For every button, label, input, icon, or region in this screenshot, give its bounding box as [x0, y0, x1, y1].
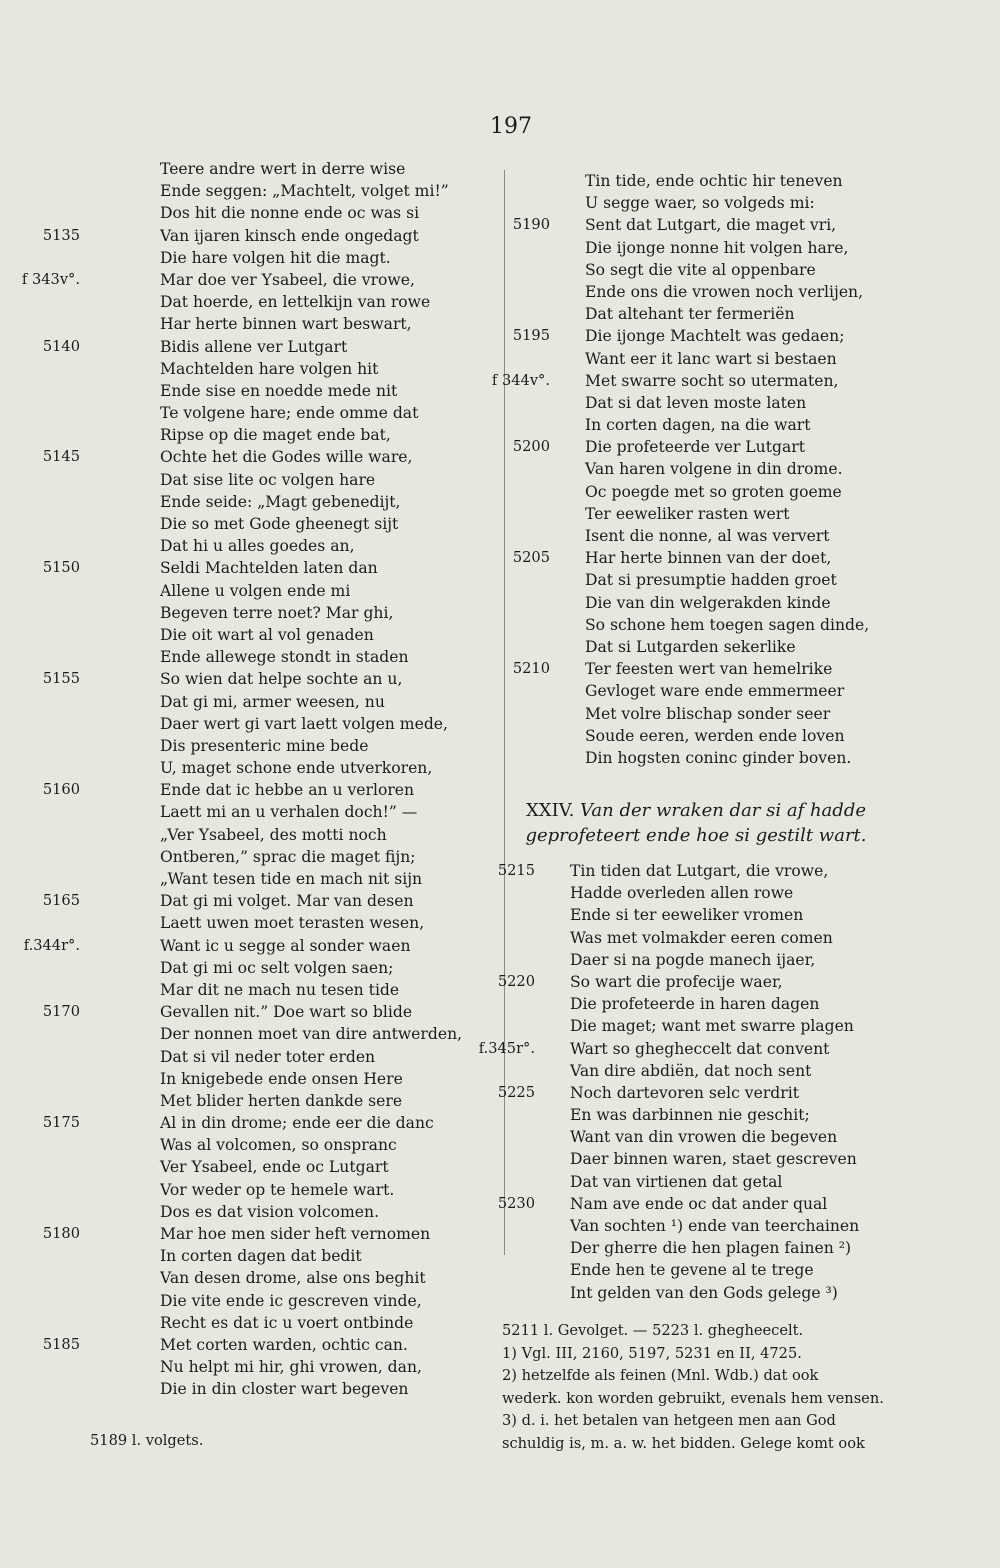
verse-text: Gevallen nit.” Doe wart so blide — [160, 1003, 413, 1022]
verse-text: Laett mi an u verhalen doch!” — — [160, 803, 418, 822]
verse-text: Tin tiden dat Lutgart, die vrowe, — [570, 862, 829, 880]
verse-text: Al in din drome; ende eer die danc — [160, 1114, 434, 1133]
line-number: 5225 — [497, 1083, 535, 1101]
line-number: 5205 — [512, 549, 550, 567]
verse-text: Ver Ysabeel, ende oc Lutgart — [160, 1158, 389, 1177]
verse-text: Was met volmakder eeren comen — [570, 928, 833, 947]
verse-text: Van ijaren kinsch ende ongedagt — [160, 226, 419, 245]
line-number: 5215 — [497, 862, 535, 879]
line-number: 5150 — [42, 559, 80, 577]
line-number: 5160 — [42, 781, 80, 799]
verse-text: Was al volcomen, so onspranc — [160, 1136, 397, 1155]
line-number: f.345r°. — [478, 1039, 535, 1057]
line-number: 5230 — [497, 1194, 535, 1212]
verse-text: Ende allewege stondt in staden — [160, 648, 409, 667]
verse-text: Die van din welgerakden kinde — [585, 593, 831, 612]
verse-text: Dos es dat vision volcomen. — [160, 1202, 380, 1221]
footnote-line: schuldig is, m. a. w. het bidden. Gelege komt ook — [502, 1434, 865, 1452]
verse-text: Machtelden hare volgen hit — [160, 359, 379, 378]
footnote-line: wederk. kon worden gebruikt, evenals hem vensen. — [502, 1389, 884, 1407]
verse-text: Allene u volgen ende mi — [160, 581, 351, 600]
verse-text: Bidis allene ver Lutgart — [160, 337, 348, 356]
verse-text: Te volgene hare; ende omme dat — [160, 404, 419, 423]
verse-text: Soude eeren, werden ende loven — [585, 726, 845, 745]
section-heading — [521, 798, 871, 848]
verse-text: Van haren volgene in din drome. — [585, 460, 843, 479]
footnotes — [502, 1320, 884, 1455]
verse-text: Van desen drome, alse ons beghit — [160, 1269, 426, 1288]
verse-text: Der gherre die hen plagen fainen ²) — [570, 1239, 852, 1258]
verse-text: Teere andre wert in derre wise — [160, 160, 406, 178]
verse-text: Ende si ter eeweliker vromen — [570, 906, 804, 925]
verse-text: So wart die profecije waer, — [570, 972, 783, 991]
verse-text: Sent dat Lutgart, die maget vri, — [585, 216, 837, 235]
verse-text: Dat hoerde, en lettelkijn van rowe — [160, 293, 431, 312]
verse-text: Dat gi mi, armer weesen, nu — [160, 692, 385, 711]
footnote-line: 1) Vgl. III, 2160, 5197, 5231 en II, 4725. — [502, 1344, 802, 1362]
verse-text: Har herte binnen van der doet, — [585, 549, 832, 568]
verse-text: Gevloget ware ende emmermeer — [585, 682, 845, 701]
line-number: 5140 — [42, 337, 80, 355]
verse-text: Ende seide: „Magt gebenedijt, — [160, 492, 401, 511]
verse-text: Die hare volgen hit die magt. — [160, 248, 391, 267]
verse-text: Dat van virtienen dat getal — [570, 1172, 783, 1191]
line-number: 5195 — [512, 327, 550, 345]
footnote-line: 2) hetzelfde als feinen (Mnl. Wdb.) dat ook — [502, 1367, 819, 1384]
verse-text: „Ver Ysabeel, des motti noch — [160, 825, 387, 844]
verse-text: Mar doe ver Ysabeel, die vrowe, — [160, 270, 415, 289]
footnote-line: 5211 l. Gevolget. — 5223 l. ghegheecelt. — [502, 1322, 804, 1339]
verse-text: Vor weder op te hemele wart. — [160, 1180, 395, 1199]
verse-text: En was darbinnen nie geschit; — [570, 1106, 810, 1125]
verse-text: Ter feesten wert van hemelrike — [585, 660, 833, 679]
verse-text: Daer binnen waren, staet gescreven — [570, 1150, 857, 1169]
verse-text: Dis presenteric mine bede — [160, 736, 369, 755]
line-number: f 344v°. — [491, 371, 550, 389]
verse-text: Met volre blischap sonder seer — [585, 704, 831, 723]
line-number: 5170 — [42, 1003, 80, 1021]
verse-text: Dat gi mi oc selt volgen saen; — [160, 958, 394, 977]
verse-text: Die oit wart al vol genaden — [160, 625, 374, 644]
verse-text: Dat sise lite oc volgen hare — [160, 470, 376, 489]
verse-text: Begeven terre noet? Mar ghi, — [160, 603, 394, 622]
line-number: 5155 — [42, 670, 80, 688]
verse-text: Die ijonge Machtelt was gedaen; — [585, 327, 845, 346]
verse-text: Hadde overleden allen rowe — [570, 884, 794, 903]
section-title-line1: Van der wraken dar si af hadde — [580, 800, 866, 821]
verse-text: Int gelden van den Gods gelege ³) — [570, 1283, 838, 1302]
verse-text: So schone hem toegen sagen dinde, — [585, 615, 870, 634]
line-number: 5185 — [42, 1335, 80, 1353]
verse-text: U segge waer, so volgeds mi: — [585, 194, 815, 213]
verse-text: Want van din vrowen die begeven — [570, 1128, 838, 1147]
verse-text: Nam ave ende oc dat ander qual — [570, 1194, 828, 1213]
verse-text: So wien dat helpe sochte an u, — [160, 670, 403, 689]
verse-text: In knigebede ende onsen Here — [160, 1069, 403, 1088]
verse-text: „Want tesen tide en mach nit sijn — [160, 870, 423, 888]
verse-text: Ontberen,” sprac die maget fijn; — [160, 847, 416, 866]
verse-text: Die profeteerde ver Lutgart — [585, 438, 805, 457]
verse-text: Ende ons die vrowen noch verlijen, — [585, 282, 864, 301]
line-number: f 343v°. — [21, 270, 80, 288]
verse-text: Want ic u segge al sonder waen — [160, 936, 411, 955]
verse-text: Daer si na pogde manech ijaer, — [570, 950, 816, 969]
page-number: 197 — [490, 114, 532, 139]
verse-text: In corten dagen dat bedit — [160, 1247, 362, 1266]
verse-text: Die so met Gode gheenegt sijt — [160, 515, 399, 533]
left-footnote: 5189 l. volgets. — [90, 1432, 204, 1449]
verse-text: U, maget schone ende utverkoren, — [160, 759, 433, 778]
verse-text: Noch dartevoren selc verdrit — [570, 1083, 799, 1102]
verse-text: Seldi Machtelden laten dan — [160, 559, 378, 578]
verse-text: Ende sise en noedde mede nit — [160, 381, 398, 400]
line-number: 5180 — [42, 1225, 80, 1242]
verse-text: Met corten warden, ochtic can. — [160, 1335, 408, 1354]
verse-text: Laett uwen moet terasten wesen, — [160, 914, 425, 933]
section-number: XXIV. — [525, 800, 575, 821]
line-number: 5210 — [512, 660, 550, 678]
line-number: 5200 — [512, 438, 550, 456]
verse-text: Din hogsten coninc ginder boven. — [585, 748, 852, 767]
verse-text: Recht es dat ic u voert ontbinde — [160, 1313, 414, 1332]
verse-text: Die maget; want met swarre plagen — [570, 1017, 854, 1036]
line-number: 5190 — [512, 216, 550, 234]
verse-text: Nu helpt mi hir, ghi vrowen, dan, — [160, 1358, 422, 1377]
verse-text: Dat altehant ter fermeriën — [585, 305, 795, 324]
verse-text: Der nonnen moet van dire antwerden, — [160, 1025, 463, 1044]
line-number: 5175 — [42, 1114, 80, 1132]
verse-text: Want eer it lanc wart si bestaen — [585, 349, 837, 368]
line-number: 5220 — [497, 972, 535, 990]
verse-text: Ochte het die Godes wille ware, — [160, 448, 413, 467]
verse-text: Dat si Lutgarden sekerlike — [585, 637, 796, 656]
verse-text: Dat si dat leven moste laten — [585, 393, 807, 412]
verse-text: Dos hit die nonne ende oc was si — [160, 204, 420, 223]
verse-text: Dat si presumptie hadden groet — [585, 571, 837, 590]
verse-text: Mar hoe men sider heft vernomen — [160, 1225, 431, 1243]
verse-text: Ter eeweliker rasten wert — [585, 504, 790, 523]
verse-text: Dat gi mi volget. Mar van desen — [160, 892, 414, 911]
line-number: 5145 — [42, 448, 80, 466]
verse-text: Mar dit ne mach nu tesen tide — [160, 980, 400, 999]
verse-text: Ende seggen: „Machtelt, volget mi!” — [160, 182, 449, 201]
verse-text: Die in din closter wart begeven — [160, 1380, 409, 1399]
verse-text: Isent die nonne, al was ververt — [585, 527, 830, 545]
verse-text: Tin tide, ende ochtic hir teneven — [585, 172, 843, 190]
verse-text: Dat hi u alles goedes an, — [160, 537, 355, 556]
verse-text: Die ijonge nonne hit volgen hare, — [585, 238, 849, 257]
verse-text: Die vite ende ic gescreven vinde, — [160, 1291, 422, 1310]
section-title-line2: geprofeteert ende hoe si gestilt wart. — [525, 825, 867, 846]
verse-text: Met blider herten dankde sere — [160, 1091, 403, 1110]
verse-text: Wart so ghegheccelt dat convent — [570, 1039, 830, 1058]
verse-text: Met swarre socht so utermaten, — [585, 371, 839, 390]
footnote-line: 3) d. i. het betalen van hetgeen men aan God — [502, 1412, 836, 1429]
verse-text: Oc poegde met so groten goeme — [585, 482, 842, 501]
verse-text: Die profeteerde in haren dagen — [570, 995, 820, 1014]
verse-text: Ende hen te gevene al te trege — [570, 1261, 814, 1280]
verse-text: So segt die vite al oppenbare — [585, 260, 816, 279]
verse-text: Ende dat ic hebbe an u verloren — [160, 781, 415, 800]
line-number: f.344r°. — [23, 936, 80, 954]
verse-text: Har herte binnen wart beswart, — [160, 315, 412, 334]
line-number: 5165 — [42, 892, 80, 910]
verse-text: Daer wert gi vart laett volgen mede, — [160, 714, 448, 733]
verse-text: Dat si vil neder toter erden — [160, 1047, 376, 1066]
line-number: 5135 — [42, 226, 80, 244]
verse-text: Van sochten ¹) ende van teerchainen — [570, 1217, 860, 1235]
verse-text: Van dire abdiën, dat noch sent — [570, 1061, 812, 1080]
verse-text: In corten dagen, na die wart — [585, 416, 811, 435]
verse-text: Ripse op die maget ende bat, — [160, 426, 391, 445]
